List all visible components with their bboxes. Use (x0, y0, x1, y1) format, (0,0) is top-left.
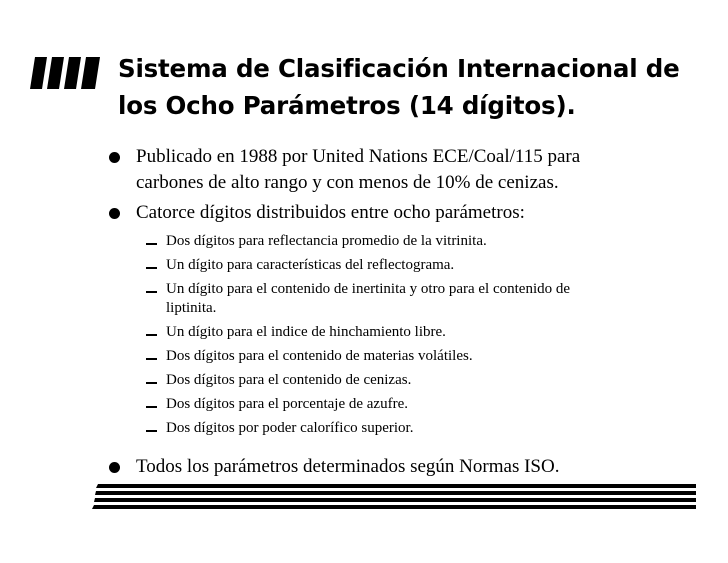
dash-icon (146, 358, 157, 360)
bullet-3-line-1: Todos los parámetros determinados según Normas ISO. (136, 456, 560, 477)
title-line-1: Sistema de Clasificación Internacional de (118, 54, 680, 83)
subitem-5: Dos dígitos para el contenido de materias volátiles. (166, 348, 473, 364)
dash-icon (146, 267, 157, 269)
bullet-dot-icon (109, 152, 120, 163)
dash-icon (146, 382, 157, 384)
bullet-dot-icon (109, 462, 120, 473)
dash-icon (146, 430, 157, 432)
title-line-2: los Ocho Parámetros (14 dígitos). (118, 91, 576, 120)
dash-icon (146, 291, 157, 293)
bullet-1-line-2: carbones de alto rango y con menos de 10% de cenizas. (136, 172, 559, 193)
subitem-1: Dos dígitos para reflectancia promedio de la vitrinita. (166, 233, 487, 249)
subitem-8: Dos dígitos por poder calorífico superior. (166, 420, 414, 436)
subitem-3-line-2: liptinita. (166, 300, 217, 316)
subitem-6: Dos dígitos para el contenido de cenizas. (166, 372, 412, 388)
subitem-3-line-1: Un dígito para el contenido de inertinita y otro para el contenido de (166, 281, 571, 297)
dash-icon (146, 243, 157, 245)
subitem-4: Un dígito para el indice de hinchamiento libre. (166, 324, 446, 340)
subitem-2: Un dígito para características del reflectograma. (166, 257, 455, 273)
subitem-7: Dos dígitos para el porcentaje de azufre. (166, 396, 408, 412)
bullet-2-line-1: Catorce dígitos distribuidos entre ocho parámetros: (136, 202, 525, 223)
dash-icon (146, 406, 157, 408)
dash-icon (146, 334, 157, 336)
bullet-dot-icon (109, 208, 120, 219)
bullet-1-line-1: Publicado en 1988 por United Nations ECE/Coal/115 para (136, 146, 581, 167)
decorative-bars-icon (92, 484, 696, 510)
